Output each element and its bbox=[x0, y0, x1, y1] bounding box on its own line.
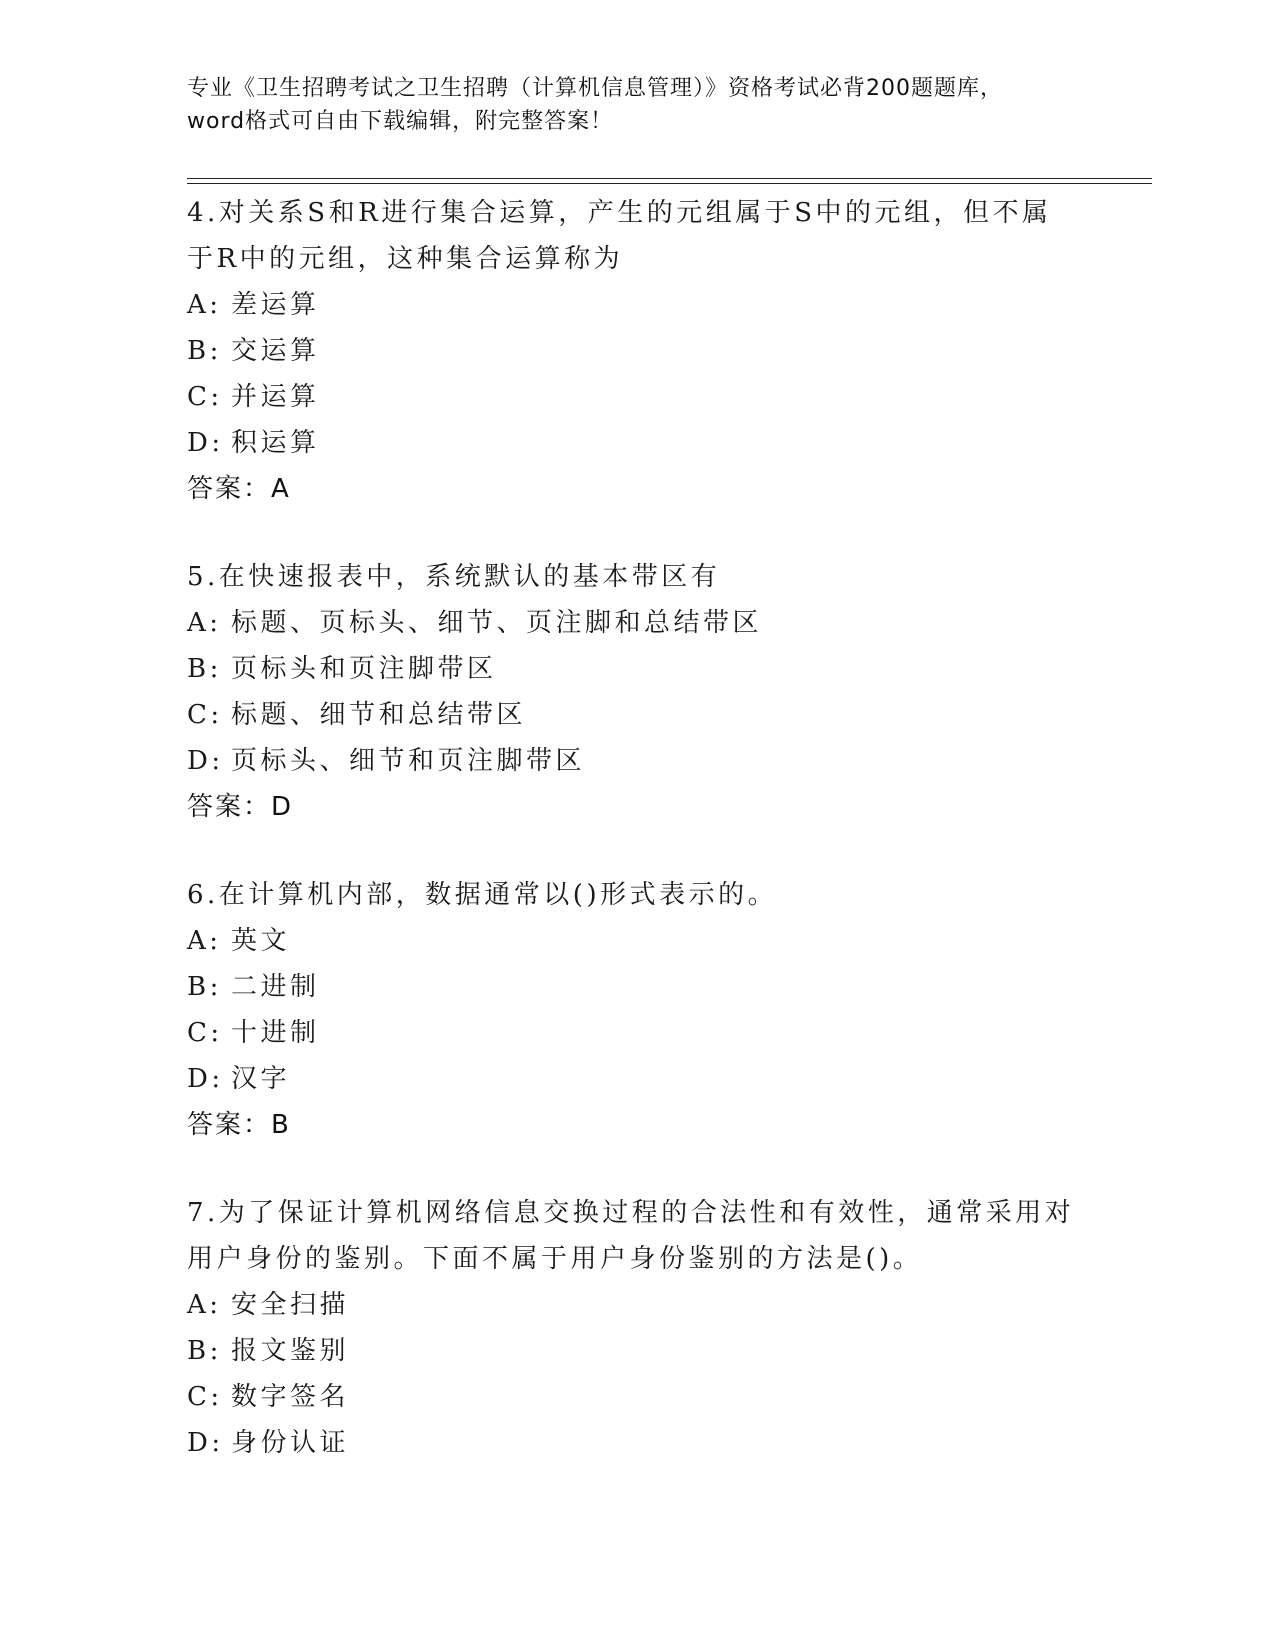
option-c bbox=[187, 374, 1087, 420]
header-divider-bottom bbox=[187, 183, 1152, 184]
header-divider-top bbox=[187, 178, 1152, 179]
option-b bbox=[187, 964, 1087, 1010]
option-text: 并运算 bbox=[231, 382, 320, 412]
question-6 bbox=[187, 872, 1087, 1148]
option-label: C: bbox=[187, 1382, 223, 1412]
option-c bbox=[187, 692, 1087, 738]
option-a bbox=[187, 600, 1087, 646]
option-label: B: bbox=[187, 654, 222, 684]
option-label: C: bbox=[187, 700, 223, 730]
question-4 bbox=[187, 190, 1087, 512]
option-text: 身份认证 bbox=[231, 1428, 350, 1458]
option-label: A: bbox=[187, 290, 222, 320]
option-text: 页标头、细节和页注脚带区 bbox=[231, 746, 586, 776]
header-line-2: word格式可自由下载编辑，附完整答案！ bbox=[187, 109, 614, 134]
option-a bbox=[187, 282, 1087, 328]
option-text: 十进制 bbox=[231, 1018, 320, 1048]
option-text: 汉字 bbox=[231, 1064, 291, 1094]
question-list bbox=[187, 190, 1087, 1508]
option-label: D: bbox=[187, 1428, 224, 1458]
option-d bbox=[187, 1056, 1087, 1102]
option-d bbox=[187, 738, 1087, 784]
option-text: 差运算 bbox=[231, 290, 320, 320]
document-header bbox=[187, 72, 1087, 138]
option-a bbox=[187, 918, 1087, 964]
option-text: 安全扫描 bbox=[231, 1290, 350, 1320]
option-label: B: bbox=[187, 336, 222, 366]
option-label: B: bbox=[187, 1336, 222, 1366]
option-d bbox=[187, 1420, 1087, 1466]
option-c bbox=[187, 1010, 1087, 1056]
option-text: 交运算 bbox=[231, 336, 320, 366]
answer-text: 答案：D bbox=[187, 792, 294, 822]
option-text: 数字签名 bbox=[231, 1382, 350, 1412]
question-5 bbox=[187, 554, 1087, 830]
option-label: C: bbox=[187, 1018, 223, 1048]
question-stem: 5.在快速报表中，系统默认的基本带区有 bbox=[187, 562, 721, 592]
option-text: 报文鉴别 bbox=[231, 1336, 350, 1366]
option-label: B: bbox=[187, 972, 222, 1002]
answer-text: 答案：A bbox=[187, 474, 291, 504]
question-stem: 4.对关系S和R进行集合运算，产生的元组属于S中的元组，但不属 bbox=[187, 198, 1052, 228]
option-b bbox=[187, 1328, 1087, 1374]
option-text: 标题、页标头、细节、页注脚和总结带区 bbox=[231, 608, 763, 638]
option-label: A: bbox=[187, 926, 222, 956]
option-text: 积运算 bbox=[231, 428, 320, 458]
option-a bbox=[187, 1282, 1087, 1328]
option-text: 页标头和页注脚带区 bbox=[231, 654, 497, 684]
option-label: C: bbox=[187, 382, 223, 412]
header-line-1: 专业《卫生招聘考试之卫生招聘（计算机信息管理）》资格考试必背200题题库， bbox=[187, 76, 1003, 101]
option-b bbox=[187, 646, 1087, 692]
option-c bbox=[187, 1374, 1087, 1420]
question-stem: 7.为了保证计算机网络信息交换过程的合法性和有效性，通常采用对 bbox=[187, 1198, 1075, 1228]
answer-text: 答案：B bbox=[187, 1110, 291, 1140]
option-label: D: bbox=[187, 1064, 224, 1094]
option-b bbox=[187, 328, 1087, 374]
question-stem: 6.在计算机内部，数据通常以()形式表示的。 bbox=[187, 880, 778, 910]
option-d bbox=[187, 420, 1087, 466]
option-label: D: bbox=[187, 746, 224, 776]
option-text: 标题、细节和总结带区 bbox=[231, 700, 527, 730]
option-text: 二进制 bbox=[231, 972, 320, 1002]
option-label: A: bbox=[187, 608, 222, 638]
question-7 bbox=[187, 1190, 1087, 1466]
question-stem-continued: 用户身份的鉴别。下面不属于用户身份鉴别的方法是()。 bbox=[187, 1244, 923, 1274]
option-label: D: bbox=[187, 428, 224, 458]
option-text: 英文 bbox=[231, 926, 291, 956]
question-stem-continued: 于R中的元组，这种集合运算称为 bbox=[187, 244, 624, 274]
option-label: A: bbox=[187, 1290, 222, 1320]
